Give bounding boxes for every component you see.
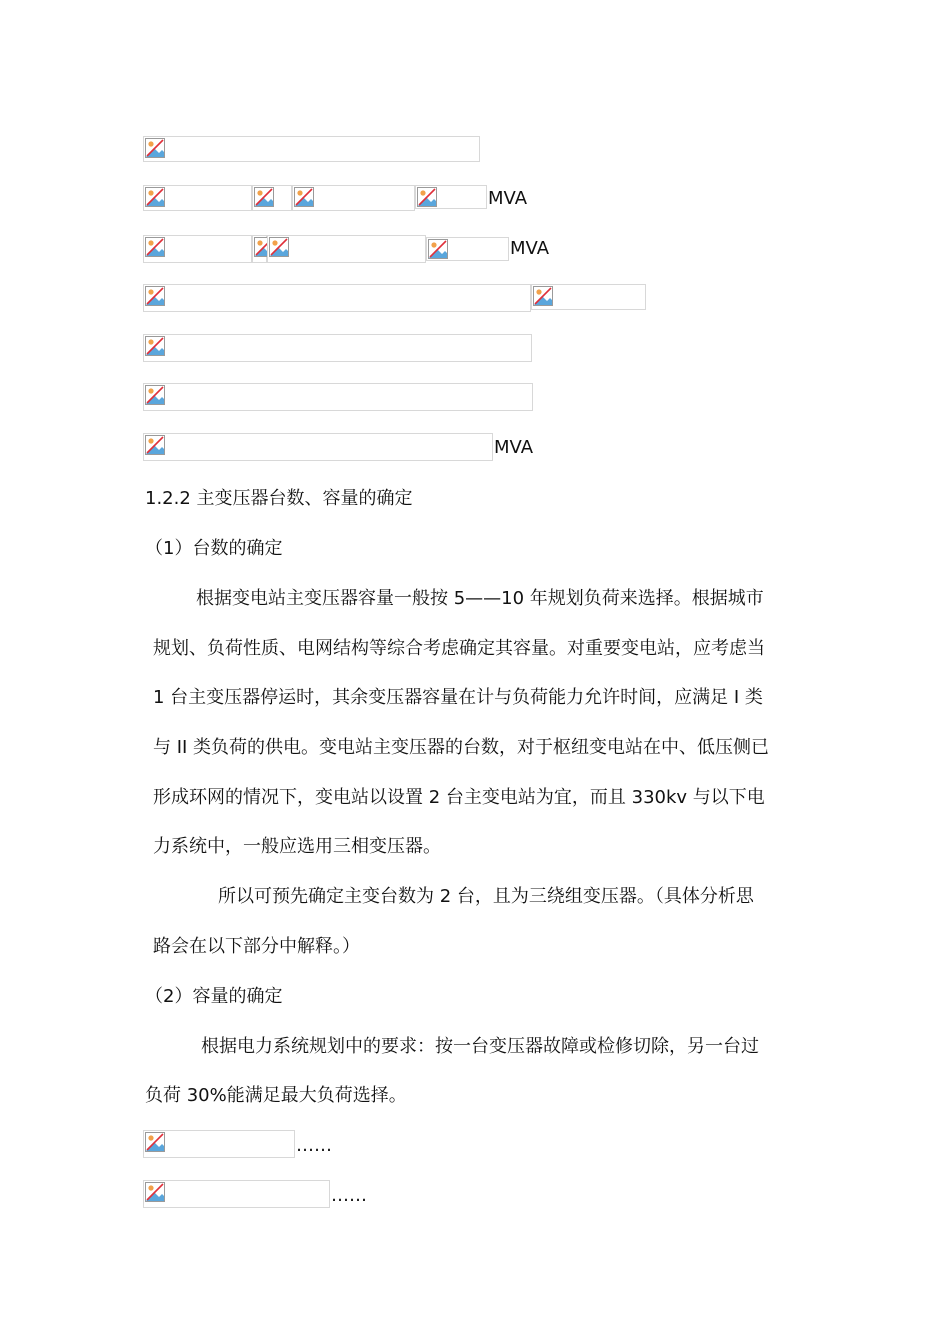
formula-image (143, 284, 531, 312)
paragraph-line: 力系统中，一般应选用三相变压器。 (153, 836, 441, 857)
broken-image-icon (428, 239, 448, 259)
section-heading: 1.2.2 主变压器台数、容量的确定 (145, 488, 413, 509)
formula-suffix: MVA (510, 238, 550, 259)
broken-image-icon (145, 138, 165, 158)
formula-image (143, 185, 252, 211)
formula-image (426, 237, 509, 261)
paragraph-line: 所以可预先确定主变台数为 2 台，且为三绕组变压器。（具体分析思 (218, 886, 754, 907)
formula-suffix: …… (331, 1185, 367, 1206)
formula-image (143, 383, 533, 411)
formula-suffix: MVA (494, 437, 534, 458)
subheading-capacity: （2）容量的确定 (145, 986, 283, 1007)
formula-image (252, 185, 292, 211)
broken-image-icon (145, 1132, 165, 1152)
broken-image-icon (145, 286, 165, 306)
formula-image (143, 1180, 330, 1208)
formula-image (143, 334, 532, 362)
formula-suffix: MVA (488, 188, 528, 209)
paragraph-line: 路会在以下部分中解释。） (153, 936, 360, 957)
broken-image-icon (254, 187, 274, 207)
formula-image (531, 284, 646, 310)
formula-row-7 (143, 433, 533, 463)
broken-image-icon (294, 187, 314, 207)
formula-image (143, 433, 493, 461)
formula-image (252, 235, 267, 263)
subheading-count: （1）台数的确定 (145, 538, 283, 559)
formula-row-8 (143, 1130, 332, 1160)
paragraph-line: 根据变电站主变压器容量一般按 5——10 年规划负荷来选择。根据城市 (196, 588, 764, 609)
broken-image-icon (145, 435, 165, 455)
broken-image-icon (145, 187, 165, 207)
paragraph-line: 规划、负荷性质、电网结构等综合考虑确定其容量。对重要变电站，应考虑当 (153, 638, 765, 659)
formula-image (143, 235, 252, 263)
paragraph-line: 负荷 30%能满足最大负荷选择。 (145, 1085, 407, 1106)
formula-image (143, 136, 480, 162)
paragraph-line: 根据电力系统规划中的要求：按一台变压器故障或检修切除，另一台过 (201, 1036, 759, 1057)
broken-image-icon (533, 286, 553, 306)
broken-image-icon (145, 237, 165, 257)
paragraph-line: 与 II 类负荷的供电。变电站主变压器的台数，对于枢纽变电站在中、低压侧已 (153, 737, 770, 758)
broken-image-icon (269, 237, 289, 257)
formula-row-6 (143, 383, 534, 413)
formula-row-4 (143, 284, 647, 314)
broken-image-icon (145, 336, 165, 356)
broken-image-icon (145, 385, 165, 405)
formula-image (292, 185, 415, 211)
paragraph-line: 形成环网的情况下，变电站以设置 2 台主变电站为宜，而且 330kv 与以下电 (153, 787, 765, 808)
formula-row-9 (143, 1180, 367, 1210)
formula-row-1 (143, 136, 481, 166)
formula-row-2 (143, 185, 527, 215)
broken-image-icon (145, 1182, 165, 1202)
broken-image-icon (417, 187, 437, 207)
formula-image (267, 235, 426, 263)
formula-image (143, 1130, 295, 1158)
formula-row-3 (143, 235, 549, 265)
paragraph-line: 1 台主变压器停运时，其余变压器容量在计与负荷能力允许时间，应满足 I 类 (153, 687, 763, 708)
formula-image (415, 185, 487, 209)
formula-row-5 (143, 334, 533, 364)
formula-suffix: …… (296, 1135, 332, 1156)
